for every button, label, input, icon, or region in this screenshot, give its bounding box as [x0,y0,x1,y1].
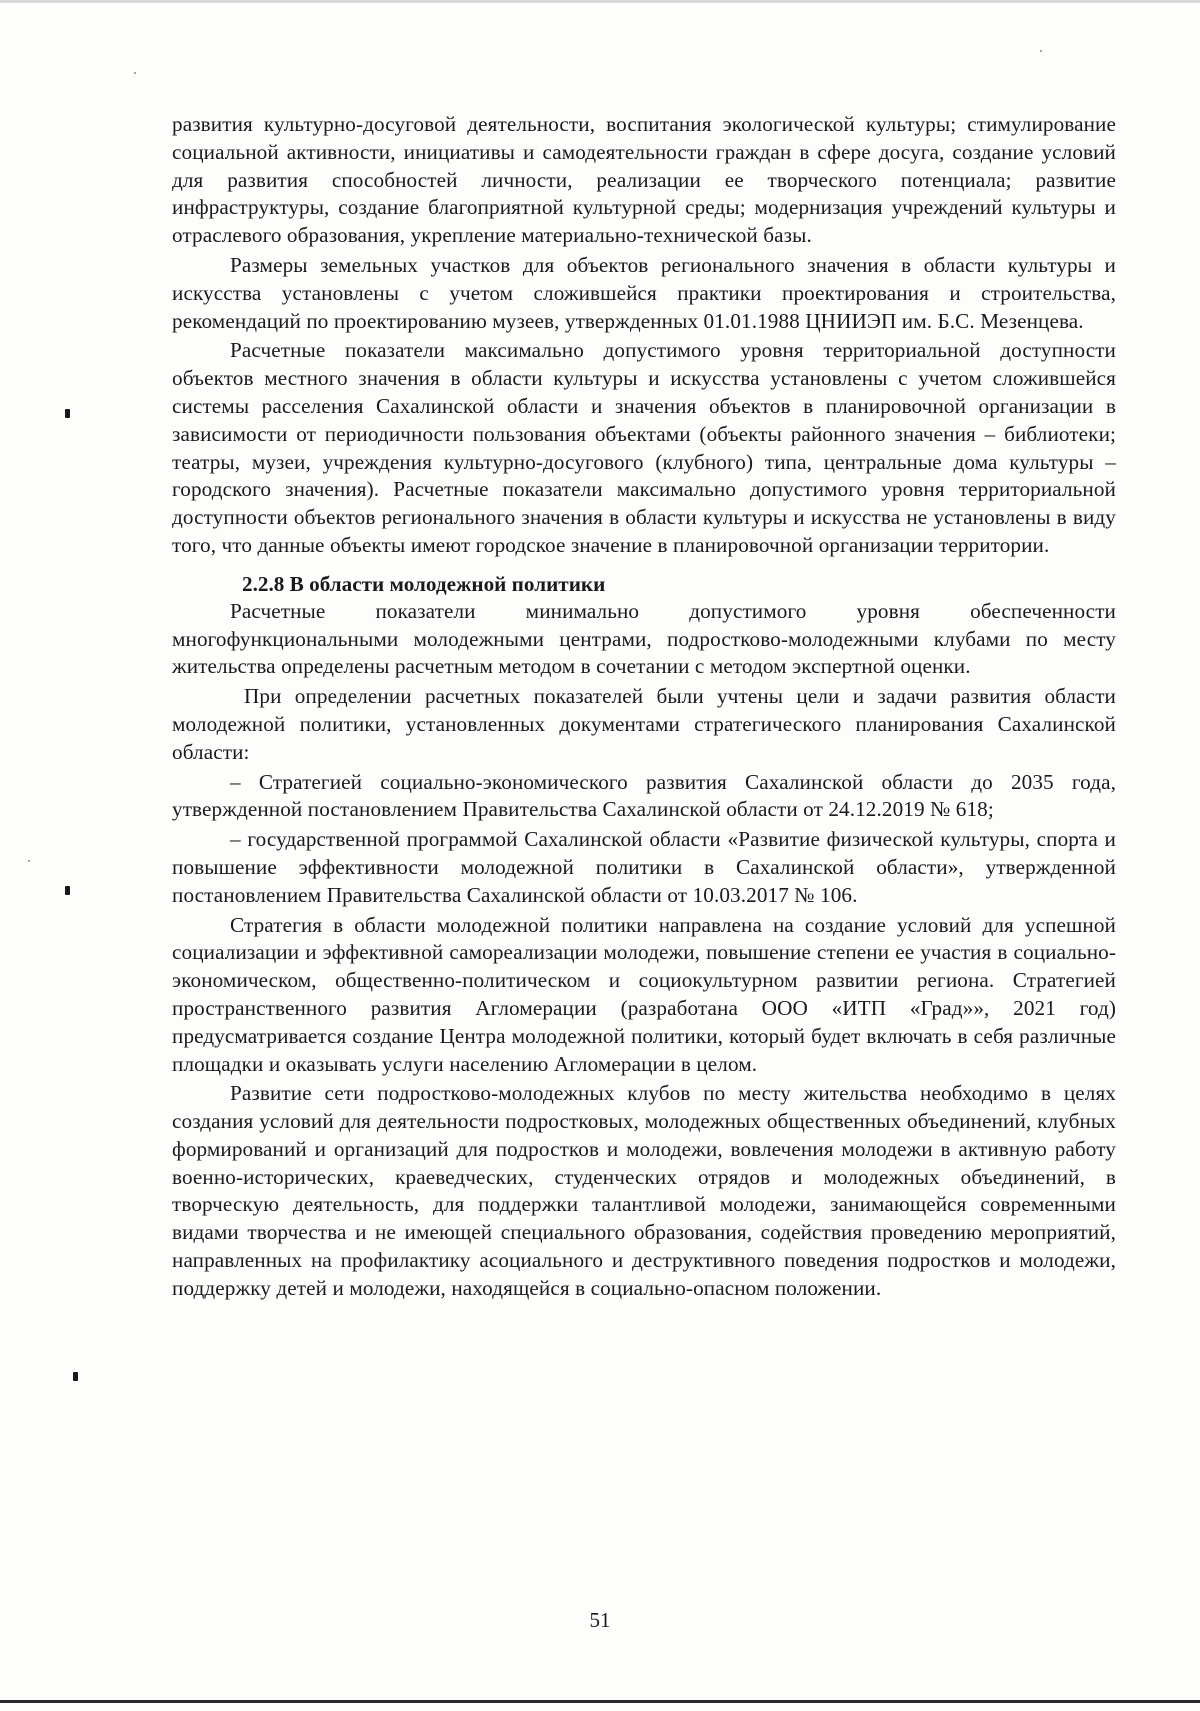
paragraph-youth-policy-strategy: Стратегия в области молодежной политики направлена на создание условий для успешной социализации и эффективной самореализации молодежи, повышение степени ее участия в социально-экономическом, общественно-политическом и социокультурном развитии региона. Стратегией пространственного развития Агломерации (разработана ООО «ИТП «Град»», 2021 год) предусматривается создание Центра молодежной политики, который будет включать в себя различные площадки и оказывать услуги населению Агломерации в целом. [172,912,1116,1076]
document-page [172,111,1116,1305]
binding-hole-mark-3 [73,1372,78,1381]
scan-speck [1040,50,1042,52]
paragraph-territorial-accessibility: Расчетные показатели максимально допустимого уровня территориальной доступности объектов местного значения в области культуры и искусства установлены с учетом сложившейся системы расселения Сахалинской области и значения объектов в планировочной организации в зависимости от периодичности пользования объектами (объекты районного значения – библиотеки; театры, музеи, учреждения культурно-досугового (клубного) типа, центральные дома культуры – городского значения). Расчетные показатели максимально допустимого уровня территориальной доступности объектов регионального значения в области культуры и искусства не установлены в виду того, что данные объекты имеют городское значение в планировочной организации территории. [172,338,1116,557]
paragraph-strategic-goals: При определении расчетных показателей были учтены цели и задачи развития области молодежной политики, установленных документами стратегического планирования Сахалинской области: [172,684,1116,764]
section-heading: 2.2.8 В области молодежной политики [242,571,606,596]
list-item-socioeconomic-strategy: – Стратегией социально-экономического развития Сахалинской области до 2035 года, утвержденной постановлением Правительства Сахалинской области от 24.12.2019 № 618; [172,769,1116,822]
paragraph-youth-centers-indicators: Расчетные показатели минимально допустимого уровня обеспеченности многофункциональными молодежными центрами, подростково-молодежными клубами по месту жительства определены расчетным методом в сочетании с методом экспертной оценки. [172,598,1116,679]
binding-hole-mark-1 [65,409,70,418]
scan-speck [134,72,136,74]
paragraph-land-plot-sizes: Размеры земельных участков для объектов регионального значения в области культуры и искусства установлены с учетом сложившейся практики проектирования и строительства, рекомендаций по проектированию музеев, утвержденных 01.01.1988 ЦНИИЭП им. Б.С. Мезенцева. [172,252,1116,333]
scan-top-edge [0,0,1200,3]
page-number: 51 [589,1608,611,1632]
scan-speck [28,860,30,862]
scan-bottom-edge [0,1700,1200,1703]
paragraph-youth-clubs-network: Развитие сети подростково-молодежных клубов по месту жительства необходимо в целях создания условий для деятельности подростковых, молодежных общественных объединений, клубных формирований и организаций для подростков и молодежи, вовлечения молодежи в активную работу военно-исторических, краеведческих, студенческих отрядов и молодежных объединений, в творческую деятельность, для поддержки талантливой молодежи, занимающейся современными видами творчества и не имеющей специального образования, содействия проведению мероприятий, направленных на профилактику асоциального и деструктивного поведения подростков и молодежи, поддержку детей и молодежи, находящейся в социально-опасном положении. [172,1081,1116,1300]
binding-hole-mark-2 [65,886,70,895]
list-item-state-program: – государственной программой Сахалинской области «Развитие физической культуры, спорта и повышение эффективности молодежной политики в Сахалинской области», утвержденной постановлением Правительства Сахалинской области от 10.03.2017 № 106. [172,827,1116,907]
paragraph-culture-activities: развития культурно-досуговой деятельности, воспитания экологической культуры; стимулирование социальной активности, инициативы и самодеятельности граждан в сфере досуга, создание условий для развития способностей личности, реализации ее творческого потенциала; развитие инфраструктуры, создание благоприятной культурной среды; модернизация учреждений культуры и отраслевого образования, укрепление материально-технической базы. [172,112,1116,248]
